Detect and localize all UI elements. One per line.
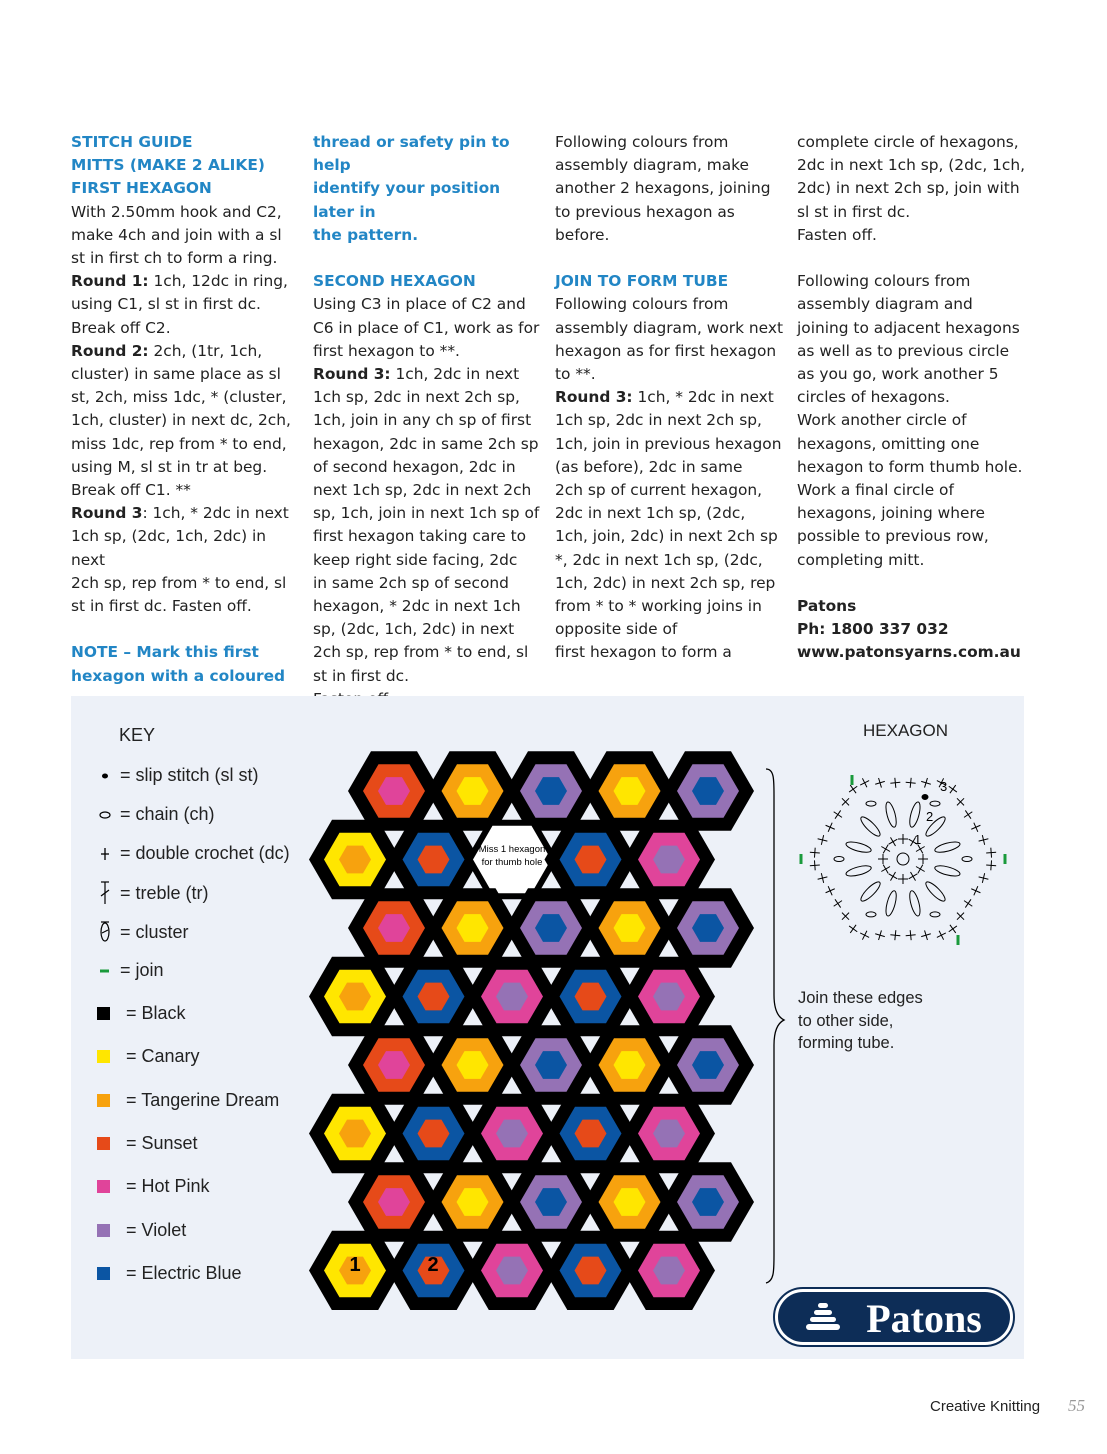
text-line: using M, sl st in tr at beg.: [71, 457, 268, 476]
text-line: st, 2ch, miss 1dc, * (cluster,: [71, 388, 287, 407]
dc-stitch-icon: [828, 886, 832, 895]
key-label: = Violet: [126, 1220, 187, 1240]
text-line: first hexagon to **.: [313, 341, 460, 360]
text-line: 1ch, 2dc) in next 2ch sp, rep: [555, 573, 776, 592]
text-line: 2ch sp, rep from * to end, sl: [71, 573, 287, 592]
hexagon-number-1: 1: [349, 1254, 361, 1276]
join-icon: [800, 854, 803, 864]
text-line: another 2 hexagons, joining: [555, 179, 771, 198]
text-line: st in first dc.: [313, 666, 409, 685]
heading-first-hexagon: FIRST HEXAGON: [71, 179, 212, 198]
join-note-line: forming tube.: [798, 1034, 895, 1052]
text-line: 2ch sp of current hexagon,: [555, 481, 763, 500]
column-2: [313, 131, 541, 711]
logo-text: Patons: [866, 1296, 982, 1341]
key-label: = Canary: [126, 1046, 200, 1066]
column-3: [555, 131, 783, 665]
key-label: = Hot Pink: [126, 1176, 210, 1196]
text-line: Work a final circle of: [797, 481, 954, 500]
chain-icon: [962, 857, 972, 862]
key-label: = join: [120, 960, 164, 980]
dc-stitch-icon: [860, 781, 869, 785]
electric-blue-swatch: [97, 1267, 110, 1280]
text-line: Fasten off.: [797, 225, 877, 244]
ring-icon: [897, 853, 909, 865]
text-line: 2dc) in next 2ch sp, join with: [797, 179, 1020, 198]
round-1-line: [71, 270, 299, 293]
cluster-icon: [845, 864, 872, 878]
key-row-sunset: [96, 1133, 198, 1154]
dc-stitch-icon: [906, 935, 916, 936]
page-number: 55: [1068, 1396, 1085, 1415]
text-line: 1ch, join, 2dc) in next 2ch sp: [555, 527, 778, 546]
round-3-line: [313, 363, 541, 386]
patons-logo: [772, 1286, 1016, 1348]
text-line: completing mitt.: [797, 550, 925, 569]
text-line: first hexagon taking care to: [313, 527, 527, 546]
phone-number: Ph: 1800 337 032: [797, 620, 949, 639]
dc-stitch-icon: [949, 926, 957, 932]
dc-stitch-icon: [949, 786, 957, 792]
dc-stitch-icon: [889, 874, 898, 879]
treble-icon: [96, 880, 114, 906]
key-label: = treble (tr): [120, 882, 209, 903]
text-line: 2dc in next 1ch sp, (2dc, 1ch,: [797, 156, 1026, 175]
key-label: = Black: [126, 1003, 186, 1023]
text-line: sp, (2dc, 1ch, 2dc) in next: [313, 620, 515, 639]
chain-icon: [930, 801, 940, 806]
cluster-icon: [934, 864, 961, 878]
text-line: opposite side of: [555, 620, 678, 639]
key-label: = cluster: [120, 921, 189, 942]
slip-stitch-icon: [922, 795, 928, 800]
text-line: from * to * working joins in: [555, 597, 762, 616]
violet-swatch: [97, 1224, 110, 1237]
join-icon: [1004, 854, 1007, 864]
key-row-black: [96, 1003, 186, 1024]
dc-stitch-icon: [860, 933, 869, 937]
black-swatch: [97, 1007, 110, 1020]
text-line: circles of hexagons.: [797, 388, 950, 407]
text-line: of second hexagon, 2dc in: [313, 457, 516, 476]
text-line: hexagons, joining where: [797, 504, 985, 523]
key-row-slip-stitch: [96, 765, 259, 786]
key-label: = chain (ch): [120, 804, 215, 824]
text-line: to **.: [555, 365, 596, 384]
website-link[interactable]: www.patonsyarns.com.au: [797, 643, 1021, 662]
chain-icon: [96, 810, 114, 820]
column-4: [797, 131, 1025, 665]
join-icon: [957, 935, 960, 945]
text-line: Following colours from: [555, 295, 729, 314]
round-label: Round 3:: [555, 388, 633, 407]
magazine-name: Creative Knitting: [930, 1398, 1041, 1415]
text-span: 2ch, (1tr, 1ch,: [148, 341, 263, 360]
double-crochet-icon: [96, 847, 114, 861]
dc-stitch-icon: [889, 839, 898, 844]
dc-stitch-icon: [918, 865, 923, 874]
text-line: assembly diagram, work next: [555, 318, 783, 337]
dc-stitch-icon: [814, 848, 815, 858]
cluster-icon: [858, 814, 882, 838]
key-row-canary: [96, 1046, 200, 1067]
assembly-diagram: [300, 740, 770, 1310]
text-line: keep right side facing, 2dc: [313, 550, 518, 569]
key-label: = Electric Blue: [126, 1263, 242, 1283]
text-line: C6 in place of C1, work as for: [313, 318, 540, 337]
text-line: as you go, work another 5: [797, 365, 999, 384]
tube-bracket: [760, 765, 790, 1290]
dc-stitch-icon: [974, 886, 978, 895]
text-line: Work another circle of: [797, 411, 967, 430]
hot-pink-swatch: [97, 1180, 110, 1193]
text-line: next 1ch sp, 2dc in next 2ch: [313, 481, 532, 500]
round-number-3: 3: [940, 779, 948, 794]
text-line: first hexagon to form a: [555, 643, 732, 662]
column-1: [71, 131, 299, 688]
text-line: With 2.50mm hook and C2,: [71, 202, 282, 221]
cluster-icon: [96, 920, 114, 944]
text-line: possible to previous row,: [797, 527, 989, 546]
dc-stitch-icon: [835, 899, 841, 907]
text-line: 1ch, join in previous hexagon: [555, 434, 782, 453]
cluster-icon: [934, 840, 961, 854]
text-line: before.: [555, 225, 610, 244]
note-line: thread or safety pin to help: [313, 133, 510, 175]
text-span: 1ch, 2dc in next: [390, 365, 520, 384]
join-icon: [96, 968, 114, 974]
join-note-line: Join these edges: [798, 989, 923, 1007]
round-label: Round 3: [71, 504, 143, 523]
text-line: to previous hexagon as: [555, 202, 735, 221]
text-line: hexagon to form thumb hole.: [797, 457, 1023, 476]
round-label: Round 3:: [313, 365, 391, 384]
note-line: hexagon with a coloured: [71, 666, 286, 685]
cluster-icon: [884, 890, 898, 917]
dc-stitch-icon: [814, 860, 815, 870]
dc-stitch-icon: [849, 786, 857, 792]
dc-stitch-icon: [890, 935, 900, 936]
text-line: 2ch sp, rep from * to end, sl: [313, 643, 529, 662]
text-line: joining to adjacent hexagons: [797, 318, 1020, 337]
chain-icon: [834, 857, 844, 862]
cluster-icon: [923, 879, 947, 903]
round-label: Round 2:: [71, 341, 149, 360]
sunset-swatch: [97, 1137, 110, 1150]
heading-mitts: MITTS (MAKE 2 ALIKE): [71, 156, 265, 175]
round-2-line: [71, 340, 299, 363]
round-number-1: 1: [914, 832, 922, 847]
text-span: 1ch, * 2dc in next: [632, 388, 774, 407]
key-row-chain: [96, 804, 215, 825]
text-line: 1ch sp, 2dc in next 2ch sp,: [555, 411, 762, 430]
text-line: st in first ch to form a ring.: [71, 249, 278, 268]
canary-swatch: [97, 1050, 110, 1063]
note-line: NOTE – Mark this first: [71, 643, 259, 662]
key-title: KEY: [119, 725, 156, 745]
dc-stitch-icon: [883, 845, 888, 854]
text-line: 1ch, cluster) in next dc, 2ch,: [71, 411, 291, 430]
text-line: st in first dc. Fasten off.: [71, 597, 252, 616]
key-row-tangerine-dream: [96, 1090, 279, 1111]
key-row-double-crochet: [96, 843, 290, 864]
dc-stitch-icon: [883, 865, 888, 874]
round-label: Round 1:: [71, 272, 149, 291]
round-number-2: 2: [926, 809, 934, 824]
round-3-line: [71, 502, 299, 525]
cluster-icon: [845, 840, 872, 854]
dc-stitch-icon: [828, 823, 832, 832]
text-line: 1ch sp, 2dc in next 2ch sp,: [313, 388, 520, 407]
dc-stitch-icon: [909, 874, 918, 879]
heading-stitch-guide: STITCH GUIDE: [71, 133, 193, 151]
text-line: Break off C2.: [71, 318, 171, 337]
cluster-icon: [908, 801, 922, 828]
dc-stitch-icon: [937, 933, 946, 937]
hexagon-chart-title: HEXAGON: [863, 721, 949, 740]
text-line: sp, 1ch, join in next 1ch sp of: [313, 504, 540, 523]
text-line: Following colours from: [555, 133, 729, 151]
round-3-line: [555, 386, 783, 409]
text-line: as well as to previous circle: [797, 341, 1010, 360]
key-label: = slip stitch (sl st): [120, 765, 259, 785]
text-span: : 1ch, * 2dc in next: [142, 504, 289, 523]
thumb-hole-label: Miss 1 hexagon: [478, 844, 546, 855]
key-row-join: [96, 960, 164, 981]
join-note-line: to other side,: [798, 1011, 894, 1030]
text-line: hexagon, 2dc in same 2ch sp: [313, 434, 539, 453]
text-line: (as before), 2dc in same: [555, 457, 743, 476]
text-span: 1ch, 12dc in ring,: [148, 272, 288, 291]
text-line: 1ch, join in any ch sp of first: [313, 411, 532, 430]
text-line: sl st in first dc.: [797, 202, 911, 221]
heading-second-hexagon: SECOND HEXAGON: [313, 272, 476, 291]
text-line: Using C3 in place of C2 and: [313, 295, 526, 314]
text-line: *, 2dc in next 1ch sp, (2dc,: [555, 550, 763, 569]
join-icon: [851, 775, 854, 785]
text-line: hexagon as for first hexagon: [555, 341, 777, 360]
dc-stitch-icon: [890, 782, 900, 783]
heading-join-to-form-tube: JOIN TO FORM TUBE: [555, 272, 729, 291]
key-label: = Tangerine Dream: [126, 1090, 280, 1110]
text-line: assembly diagram, make: [555, 156, 750, 175]
text-line: 1ch sp, (2dc, 1ch, 2dc) in next: [71, 527, 267, 569]
hexagon-number-2: 2: [427, 1254, 439, 1276]
note-line: the pattern.: [313, 225, 419, 244]
text-line: make 4ch and join with a sl: [71, 225, 282, 244]
chain-icon: [930, 912, 940, 917]
slip-stitch-icon: [96, 771, 114, 781]
key-label: = double crochet (dc): [120, 843, 290, 863]
text-line: Break off C1. **: [71, 481, 191, 500]
text-line: in same 2ch sp of second: [313, 573, 509, 592]
hexagon-stitch-chart: [795, 762, 1015, 957]
text-line: assembly diagram and: [797, 295, 973, 314]
dc-stitch-icon: [965, 899, 971, 907]
text-line: Following colours from: [797, 272, 971, 291]
join-note: [798, 987, 968, 1055]
key-row-treble: [96, 880, 209, 906]
key-row-electric-blue: [96, 1263, 242, 1284]
cluster-icon: [859, 879, 883, 903]
dc-stitch-icon: [835, 810, 841, 818]
chain-icon: [866, 801, 876, 806]
thumb-hole-label: for thumb hole: [481, 857, 543, 868]
text-line: cluster) in same place as sl: [71, 365, 281, 384]
key-row-hot-pink: [96, 1176, 210, 1197]
cluster-icon: [908, 890, 922, 917]
text-line: complete circle of hexagons,: [797, 133, 1019, 151]
text-line: 2dc in next 1ch sp, (2dc,: [555, 504, 746, 523]
dc-stitch-icon: [974, 823, 978, 832]
tangerine-swatch: [97, 1094, 110, 1107]
brand-name: Patons: [797, 597, 857, 616]
dc-stitch-icon: [991, 860, 992, 870]
note-line: identify your position later in: [313, 179, 501, 221]
key-label: = Sunset: [126, 1133, 198, 1153]
dc-stitch-icon: [849, 926, 857, 932]
dc-stitch-icon: [965, 810, 971, 818]
text-line: hexagons, omitting one: [797, 434, 980, 453]
cluster-icon: [884, 801, 898, 828]
key-row-violet: [96, 1220, 186, 1241]
dc-stitch-icon: [991, 848, 992, 858]
key-row-cluster: [96, 920, 189, 944]
text-line: miss 1dc, rep from * to end,: [71, 434, 287, 453]
dc-stitch-icon: [906, 782, 916, 783]
chain-icon: [866, 912, 876, 917]
text-line: hexagon, * 2dc in next 1ch: [313, 597, 521, 616]
text-line: using C1, sl st in first dc.: [71, 295, 261, 314]
